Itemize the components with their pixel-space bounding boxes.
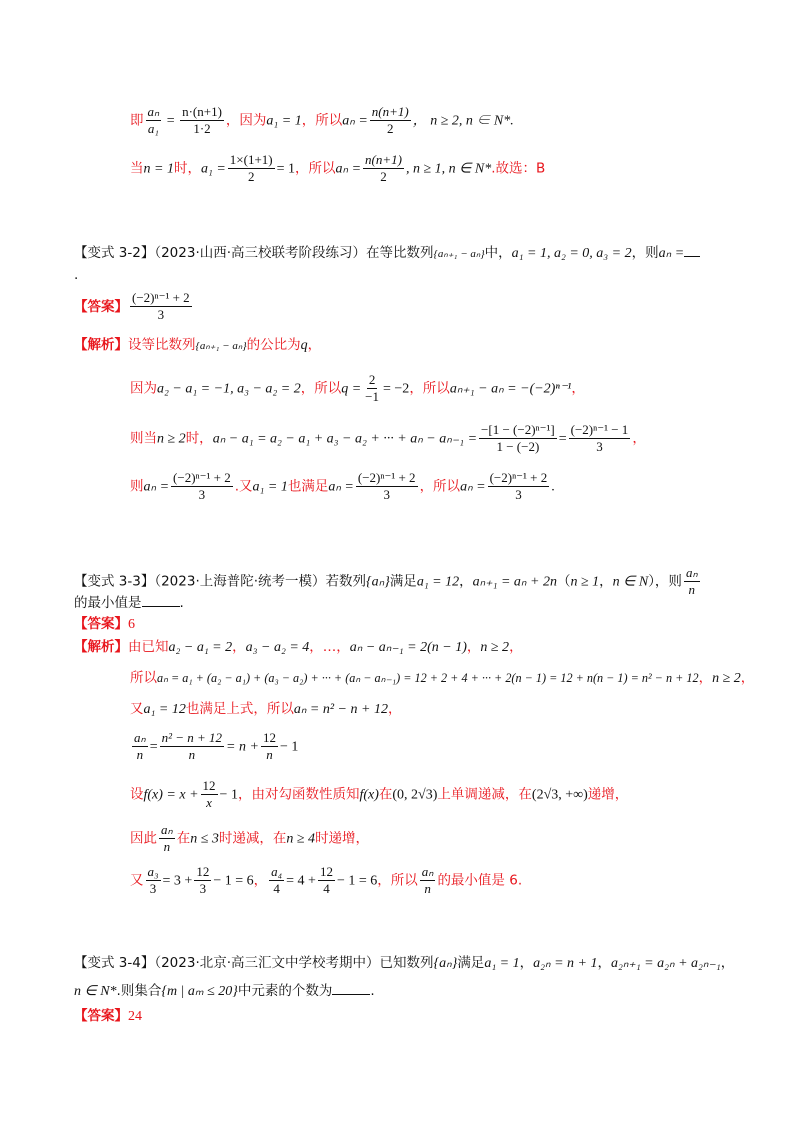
numerator: n(n+1) bbox=[371, 104, 409, 119]
denominator: n bbox=[136, 747, 144, 762]
math: a₁ = 1 bbox=[266, 113, 302, 129]
solution-3-3-line-6 bbox=[130, 822, 369, 855]
fraction bbox=[228, 152, 275, 185]
math: − 1 = 6 bbox=[336, 873, 378, 889]
numerator: a₃ bbox=[147, 864, 159, 879]
math: aₙ = bbox=[342, 113, 368, 129]
numerator: 2 bbox=[368, 372, 376, 387]
denominator: 3 bbox=[149, 881, 157, 896]
numerator: a₄ bbox=[271, 864, 283, 879]
numerator: −[1 − (−2)ⁿ⁻¹] bbox=[481, 422, 555, 437]
text: ， bbox=[466, 639, 481, 655]
math: n ≥ 1 bbox=[570, 574, 600, 590]
text: 满足 bbox=[457, 955, 485, 971]
fraction bbox=[479, 422, 557, 455]
fraction bbox=[171, 470, 233, 503]
text: 则当 bbox=[130, 430, 157, 447]
text: 在 bbox=[176, 830, 191, 847]
math: {aₙ₊₁ − aₙ} bbox=[433, 248, 485, 260]
math: = 4 + bbox=[286, 873, 316, 889]
math: a₁ = 12 bbox=[416, 574, 460, 590]
question-heading: 【变式 3-4】（2023·北京·高三汇文中学校考期中）已知数列 bbox=[74, 955, 434, 971]
math: n ∈ N* bbox=[74, 984, 117, 999]
text: ， bbox=[740, 670, 755, 686]
solution-3-3-line-4 bbox=[130, 730, 298, 763]
math: aₙ = n² − n + 12 bbox=[293, 702, 388, 717]
text: . bbox=[74, 267, 79, 283]
math: aₙ − aₙ₋₁ = 2(n − 1) bbox=[349, 640, 467, 655]
derivation-line-2 bbox=[130, 152, 545, 185]
text: 中元素的个数为 bbox=[237, 983, 333, 999]
numerator: 12 bbox=[196, 864, 210, 879]
denominator: 2 bbox=[247, 169, 255, 184]
numerator: aₙ bbox=[147, 104, 160, 119]
fraction bbox=[269, 864, 284, 897]
question-3-2-stem bbox=[74, 242, 700, 265]
denominator: 1 − (−2) bbox=[496, 439, 540, 454]
solution-3-3-line-5 bbox=[130, 778, 628, 811]
text: 设 bbox=[130, 786, 144, 803]
solution-3-2-line-1 bbox=[74, 334, 321, 357]
text: 因为 bbox=[130, 380, 157, 397]
math: n ≤ 3 bbox=[190, 831, 219, 847]
question-3-4-stem bbox=[74, 952, 734, 975]
text: 又 bbox=[130, 872, 144, 889]
text: ， bbox=[387, 701, 402, 717]
numerator: n(n+1) bbox=[365, 152, 402, 167]
text: ， bbox=[307, 337, 322, 353]
question-3-4-line-2 bbox=[74, 980, 375, 1003]
math: a₂ − a₁ = 2 bbox=[168, 640, 233, 655]
text: ，…， bbox=[309, 639, 350, 655]
math: aₙ₊₁ − aₙ = −(−2)ⁿ⁻¹ bbox=[449, 381, 572, 397]
solution-3-3-line-3 bbox=[130, 698, 401, 721]
text: ， bbox=[599, 573, 613, 590]
math: . bbox=[551, 479, 555, 495]
text: 由已知 bbox=[128, 639, 169, 655]
math: q bbox=[300, 338, 308, 353]
fraction bbox=[356, 470, 418, 503]
math: n ≥ 2 bbox=[480, 640, 510, 655]
numerator: aₙ bbox=[685, 565, 698, 580]
text: ， bbox=[253, 872, 268, 889]
numerator: (−2)ⁿ⁻¹ + 2 bbox=[173, 470, 231, 485]
derivation-line-1: 即 $\frac{\text{aₙ}}{\text{a₁}}$ = $\frac{n\cdot(n+1)}{1\cdot 2}$ ，因为a₁ = 1，所以aₙ = $\frac{n(n+1)}{2}$ ， n ≥ 2, n ∈ N*. bbox=[130, 104, 514, 136]
fraction bbox=[130, 290, 192, 323]
text: 设等比数列 bbox=[128, 337, 196, 353]
denominator: n bbox=[188, 747, 196, 762]
fraction bbox=[159, 822, 175, 855]
text: ，则 bbox=[631, 245, 659, 261]
numerator: n·(n+1) bbox=[182, 104, 222, 119]
numerator: 12 bbox=[262, 730, 276, 745]
solution-3-2-line-2 bbox=[130, 372, 585, 405]
math: aₙ₊₁ = aₙ + 2n bbox=[472, 574, 557, 590]
math: {m | aₘ ≤ 20} bbox=[161, 984, 238, 999]
math: aₙ − a₁ = a₂ − a₁ + a₃ − a₂ + ··· + aₙ − aₙ₋₁ = bbox=[212, 431, 478, 447]
text: 满足 bbox=[389, 573, 417, 590]
answer-blank bbox=[684, 244, 700, 257]
text: ，所以 bbox=[300, 380, 342, 397]
denominator: 4 bbox=[323, 881, 330, 896]
denominator: 3 bbox=[596, 439, 603, 454]
math: a₁ = 1, a₂ = 0, a₃ = 2 bbox=[511, 246, 632, 261]
denominator: 3 bbox=[157, 307, 165, 322]
denominator: 3 bbox=[199, 881, 207, 896]
answer-value: 24 bbox=[128, 1009, 142, 1024]
math: n = 1 bbox=[143, 161, 174, 177]
numerator: (−2)ⁿ⁻¹ + 2 bbox=[489, 470, 548, 485]
text: ，所以 bbox=[377, 872, 418, 889]
text: ， bbox=[459, 573, 473, 590]
answer-3-3 bbox=[74, 612, 135, 636]
text: 因此 bbox=[130, 830, 157, 847]
math: = n + bbox=[226, 739, 259, 755]
fraction bbox=[261, 730, 278, 763]
math: {aₙ₊₁ − aₙ} bbox=[195, 340, 247, 352]
numerator: (−2)ⁿ⁻¹ + 2 bbox=[132, 290, 190, 305]
answer-value: 6 bbox=[128, 617, 135, 632]
numerator: aₙ bbox=[421, 864, 434, 879]
solution-tag: 【解析】 bbox=[74, 337, 128, 353]
text: ，所以 bbox=[409, 380, 450, 397]
math: {aₙ} bbox=[366, 574, 390, 590]
text: ， bbox=[720, 955, 735, 971]
numerator: aₙ bbox=[134, 730, 146, 745]
numerator: aₙ bbox=[161, 822, 173, 837]
denominator: 2 bbox=[380, 169, 387, 184]
text: .则集合 bbox=[116, 983, 162, 999]
solution-3-2-line-4 bbox=[130, 470, 555, 503]
math: a₃ − a₂ = 4 bbox=[245, 640, 310, 655]
denominator: n bbox=[688, 582, 696, 597]
fraction bbox=[363, 372, 381, 405]
denominator: 1·2 bbox=[193, 121, 211, 136]
fraction bbox=[160, 730, 224, 763]
fraction bbox=[201, 778, 218, 811]
text: 当 bbox=[130, 160, 144, 177]
text: ），则 bbox=[648, 573, 682, 590]
text: （ bbox=[556, 573, 571, 590]
text: 也满足 bbox=[287, 478, 329, 495]
question-3-2-dot bbox=[74, 264, 78, 286]
text: ， bbox=[632, 430, 646, 447]
math: aₙ = bbox=[460, 479, 486, 495]
question-heading: 【变式 3-3】（2023·上海普陀·统考一模）若数列 bbox=[74, 573, 367, 590]
math: n ≥ 2 bbox=[712, 671, 741, 686]
denominator: 3 bbox=[198, 487, 206, 502]
math: q = bbox=[341, 381, 362, 397]
answer-3-4 bbox=[74, 1004, 142, 1028]
denominator: 3 bbox=[383, 487, 390, 502]
math: = 3 + bbox=[162, 873, 193, 889]
answer-tag: 【答案】 bbox=[74, 1008, 128, 1024]
math: = bbox=[149, 739, 158, 755]
math: , n ≥ 1, n ∈ N* bbox=[405, 161, 492, 177]
solution-3-3-line-1 bbox=[74, 636, 523, 659]
answer-tag: 【答案】 bbox=[74, 299, 128, 315]
text: . bbox=[179, 595, 184, 611]
math: a₁ = 1 bbox=[484, 956, 520, 971]
text: 也满足上式，所以 bbox=[185, 701, 294, 717]
math: f(x) = x + bbox=[143, 787, 199, 803]
solution-3-2-line-3 bbox=[130, 422, 646, 455]
denominator: x bbox=[206, 795, 212, 810]
text: 的最小值是 bbox=[74, 595, 142, 611]
text: 递增， bbox=[587, 786, 629, 803]
text: ， bbox=[509, 639, 523, 655]
fraction bbox=[318, 864, 335, 897]
numerator: (−2)ⁿ⁻¹ + 2 bbox=[357, 470, 416, 485]
math: aₙ = bbox=[328, 479, 354, 495]
text: .又 bbox=[234, 478, 253, 495]
text: 上单调递减，在 bbox=[437, 786, 532, 803]
math: f(x) bbox=[359, 787, 379, 803]
math: − 1 = 6 bbox=[213, 873, 254, 889]
text: 时递减，在 bbox=[218, 830, 287, 847]
answer-blank bbox=[332, 982, 370, 995]
text: 所以 bbox=[130, 670, 157, 686]
math: n ∈ N bbox=[612, 574, 649, 590]
answer-3-2 bbox=[74, 290, 194, 323]
numerator: 1×(1+1) bbox=[229, 152, 273, 167]
math: = bbox=[558, 431, 567, 447]
denominator: 3 bbox=[515, 487, 522, 502]
math: (2√3, +∞) bbox=[531, 787, 588, 803]
fraction bbox=[370, 104, 411, 137]
math: ， n ≥ 2, n ∈ N*. bbox=[412, 113, 514, 129]
text: ， bbox=[519, 955, 534, 971]
math: a₁ = 12 bbox=[143, 702, 186, 717]
answer-blank bbox=[142, 594, 180, 607]
fraction bbox=[146, 864, 161, 897]
math: − 1 bbox=[219, 787, 238, 803]
text: 则 bbox=[130, 478, 144, 495]
fraction bbox=[180, 104, 224, 137]
math: a₂ − a₁ = −1, a₃ − a₂ = 2 bbox=[157, 381, 301, 397]
text: .故选：B bbox=[491, 160, 546, 177]
question-3-3-line-2 bbox=[74, 592, 184, 614]
text: ， bbox=[698, 670, 713, 686]
text: 时递增， bbox=[315, 830, 370, 847]
text: ， bbox=[571, 380, 585, 397]
numerator: (−2)ⁿ⁻¹ − 1 bbox=[570, 422, 629, 437]
math: aₙ = bbox=[143, 479, 170, 495]
math: = 1 bbox=[276, 161, 296, 177]
math: aₙ = bbox=[658, 246, 685, 261]
math: = −2 bbox=[383, 381, 410, 397]
text: ，所以 bbox=[419, 478, 461, 495]
denominator: a₁ bbox=[147, 121, 159, 136]
fraction bbox=[194, 864, 211, 897]
math: a₂ₙ = n + 1 bbox=[533, 956, 598, 971]
denominator: n bbox=[424, 881, 431, 896]
math: n ≥ 2 bbox=[157, 431, 186, 447]
text: 在 bbox=[378, 786, 393, 803]
numerator: 12 bbox=[319, 864, 333, 879]
text: ，因为 bbox=[225, 112, 267, 129]
fraction bbox=[488, 470, 550, 503]
text: ，所以 bbox=[295, 160, 336, 177]
numerator: n² − n + 12 bbox=[161, 730, 223, 745]
math: {aₙ} bbox=[433, 956, 458, 971]
question-heading: 【变式 3-2】（2023·山西·高三校联考阶段练习）在等比数列 bbox=[74, 245, 434, 261]
text: 时， bbox=[185, 430, 213, 447]
math: a₁ = bbox=[200, 161, 226, 177]
text: 又 bbox=[130, 701, 144, 717]
text: 的公比为 bbox=[246, 337, 301, 353]
denominator: 4 bbox=[273, 881, 280, 896]
fraction bbox=[684, 565, 700, 598]
text: 的最小值是 6. bbox=[437, 872, 523, 889]
math: (0, 2√3) bbox=[392, 787, 438, 803]
fraction bbox=[132, 730, 148, 763]
solution-tag: 【解析】 bbox=[74, 639, 128, 655]
denominator: n bbox=[266, 747, 273, 762]
fraction bbox=[146, 104, 162, 137]
math: n ≥ 4 bbox=[286, 831, 316, 847]
math: a₁ = 1 bbox=[252, 479, 288, 495]
math: aₙ = bbox=[335, 161, 362, 177]
text: 即 bbox=[130, 112, 144, 129]
fraction bbox=[569, 422, 631, 455]
text: 时， bbox=[173, 160, 201, 177]
math: − 1 bbox=[279, 739, 299, 755]
text: ，所以 bbox=[301, 112, 343, 129]
text: 中， bbox=[484, 245, 512, 261]
text: ， bbox=[597, 955, 611, 971]
denominator: n bbox=[163, 839, 171, 854]
solution-3-3-line-7 bbox=[130, 864, 522, 897]
math: aₙ = a₁ + (a₂ − a₁) + (a₃ − a₂) + ··· + (aₙ − aₙ₋₁) = 12 + 2 + 4 + ··· + 2(n − 1) = 12 + n(n − 1) = n² − n + 12 bbox=[157, 671, 699, 685]
text: ， bbox=[232, 639, 246, 655]
numerator: 12 bbox=[202, 778, 216, 793]
math: a₂ₙ₊₁ = a₂ₙ + a₂ₙ₋₁ bbox=[610, 956, 721, 971]
answer-tag: 【答案】 bbox=[74, 616, 128, 632]
solution-3-3-line-2 bbox=[130, 667, 754, 690]
denominator: −1 bbox=[365, 389, 380, 404]
fraction bbox=[420, 864, 436, 897]
fraction bbox=[363, 152, 404, 185]
text: ，由对勾函数性质知 bbox=[237, 786, 360, 803]
denominator: 2 bbox=[387, 121, 394, 136]
text: . bbox=[370, 983, 375, 999]
